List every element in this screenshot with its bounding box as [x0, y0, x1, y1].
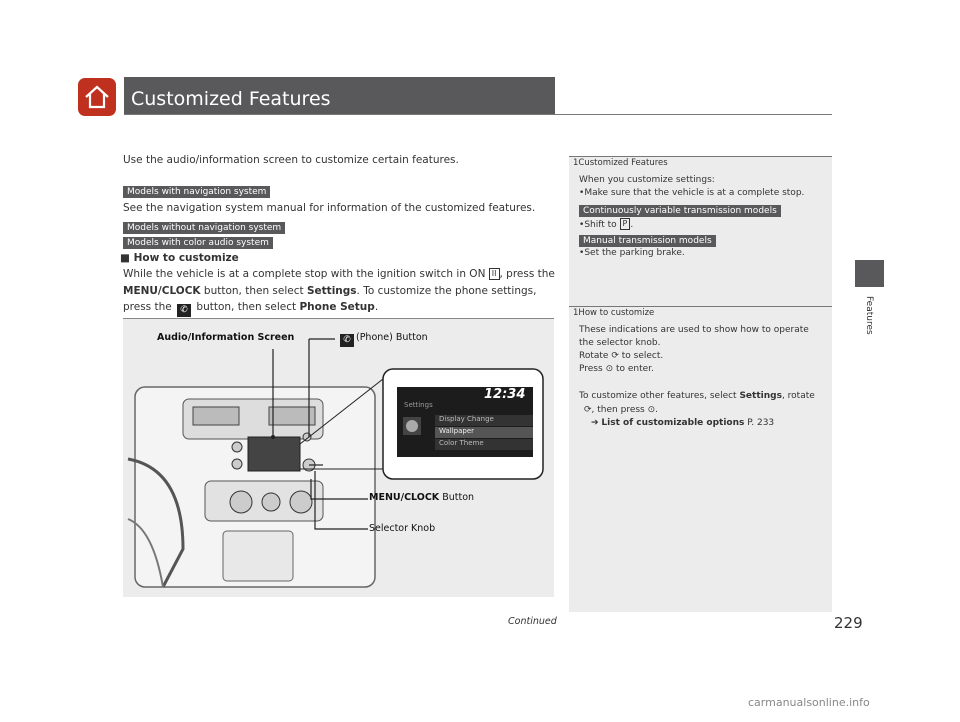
note1-bullet-3: •Set the parking brake.	[579, 248, 685, 258]
screen-title: Settings	[404, 401, 433, 409]
chapter-label: Features	[864, 296, 874, 335]
screen-item-color-theme: Color Theme	[439, 439, 484, 447]
note1-heading: 1Customized Features	[573, 158, 668, 168]
tag-color-audio: Models with color audio system	[123, 237, 273, 249]
ignition-key-on: II	[489, 268, 500, 280]
tag-cvt: Continuously variable transmission models	[579, 205, 781, 217]
nav-text: See the navigation system manual for information of the customized features.	[123, 202, 536, 214]
instruction-line-2: MENU/CLOCK button, then select Settings. To customize the phone settings,	[123, 285, 537, 297]
note2-line-1: These indications are used to show how to operate	[579, 325, 809, 335]
section-title: How to customize	[133, 252, 239, 264]
press-knob-icon: ⊙	[605, 364, 614, 374]
note2-line-3: Rotate ⟳ to select.	[579, 351, 664, 361]
section-heading	[120, 250, 239, 267]
note2-heading: 1How to customize	[573, 308, 655, 318]
rotate-knob-icon: ⟳	[584, 405, 592, 415]
section-bullet: ■	[120, 252, 130, 264]
press-knob-icon: ⊙	[647, 405, 656, 415]
park-key: P	[620, 218, 631, 230]
label-selector-knob: Selector Knob	[369, 523, 436, 534]
home-icon[interactable]	[78, 78, 116, 116]
screen-item-display-change: Display Change	[439, 415, 494, 423]
label-audio-screen: Audio/Information Screen	[157, 332, 295, 343]
phone-icon: ✆	[340, 334, 354, 347]
tag-manual: Manual transmission models	[579, 235, 716, 247]
label-phone-button: ✆ (Phone) Button	[338, 332, 428, 347]
note1-divider	[569, 156, 832, 157]
rotate-knob-icon: ⟳	[611, 351, 619, 361]
label-menu-clock-button: MENU/CLOCK Button	[369, 492, 475, 503]
watermark: carmanualsonline.info	[748, 696, 870, 709]
screen-item-wallpaper: Wallpaper	[439, 427, 475, 435]
link-arrow-icon: ➔	[591, 418, 599, 428]
screen-time: 12:34	[484, 387, 526, 402]
note1-intro: When you customize settings:	[579, 175, 715, 185]
note2-line-4: Press ⊙ to enter.	[579, 364, 654, 374]
note1-bullet-1: •Make sure that the vehicle is at a complete stop.	[579, 188, 805, 198]
page-title: Customized Features	[131, 88, 331, 110]
title-divider	[124, 114, 832, 115]
intro-text: Use the audio/information screen to customize certain features.	[123, 154, 459, 166]
dashboard-illustration	[123, 319, 554, 597]
page-number: 229	[834, 614, 863, 632]
instruction-line-1: While the vehicle is at a complete stop with the ignition switch in ON II , press the	[123, 268, 555, 280]
note2-line-2: the selector knob.	[579, 338, 661, 348]
phone-icon: ✆	[177, 304, 191, 317]
tag-navigation: Models with navigation system	[123, 186, 270, 198]
note-marker: 1	[573, 308, 579, 318]
note-marker: 1	[573, 158, 579, 168]
note1-bullet-2: •Shift to P .	[579, 219, 634, 230]
note2-link[interactable]: ➔ List of customizable options P. 233	[591, 418, 775, 428]
dashboard-figure	[123, 318, 554, 597]
note2-line-6: ⟳, then press ⊙.	[584, 405, 659, 415]
instruction-line-3: press the ✆ button, then select Phone Setup.	[123, 301, 379, 315]
continued-label: Continued	[508, 616, 557, 627]
chapter-tab[interactable]	[855, 260, 884, 287]
tag-without-navigation: Models without navigation system	[123, 222, 285, 234]
note2-line-5: To customize other features, select Settings, rotate	[579, 391, 815, 401]
note2-divider	[569, 306, 832, 307]
